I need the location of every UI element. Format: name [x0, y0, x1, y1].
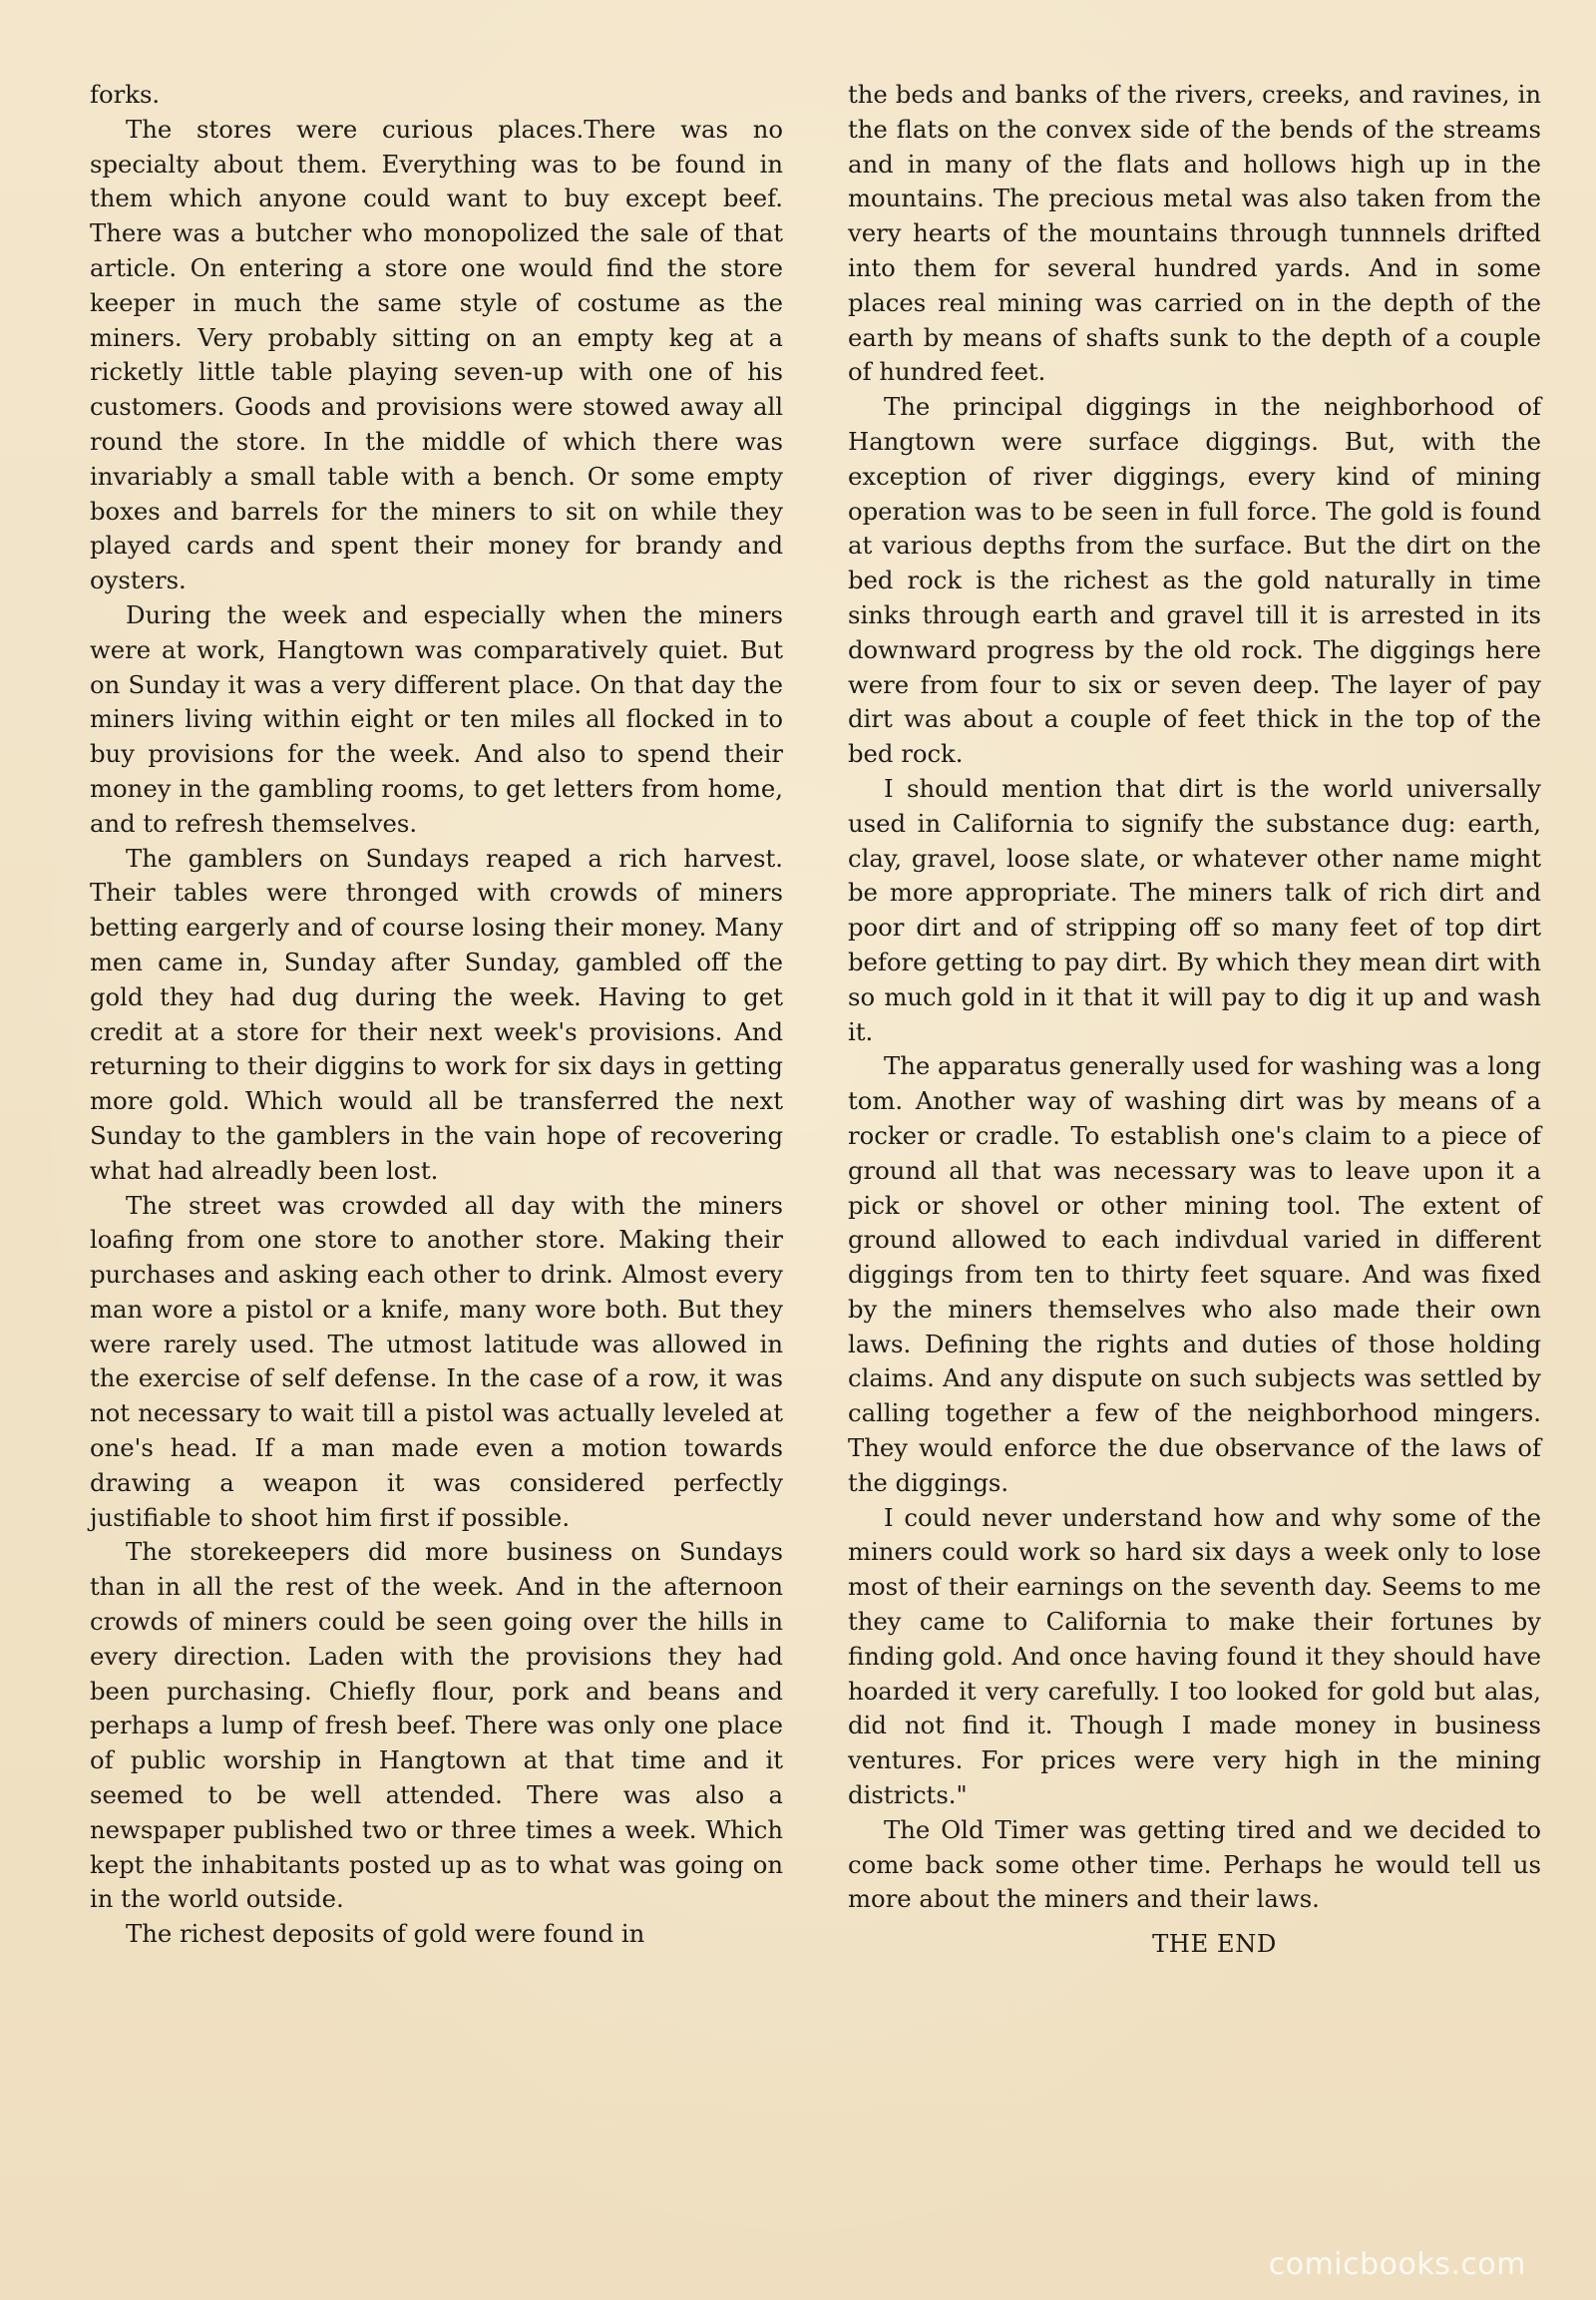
watermark: comicbooks.com [1268, 2247, 1526, 2282]
paragraph: forks. [90, 80, 161, 109]
paragraph: I should mention that dirt is the world universally used in California to signify the substance dug: earth, clay, gravel, loose slate, or whatever other name might be more appropriate. The miners talk of rich dirt and poor dirt and of stripping off so many feet of top dirt before getting to pay dirt. By which they mean dirt with so much gold in it that it will pay to dig it up and wash it. [848, 773, 1541, 1046]
paragraph: The richest deposits of gold were found in [126, 1919, 645, 1949]
paragraph: The street was crowded all day with the miners loafing from one store to another store. Making their purchases and asking each other to drink. Almost every man wore a pistol or a knife, many wore both. But they were rarely used. The utmost latitude was allowed in the exercise of self defense. In the case of a row, it was not necessary to wait till a pistol was actually leveled at one's head. If a man made even a motion towards drawing a weapon it was considered perfectly justifiable to shoot him first if possible. [90, 1190, 783, 1532]
paragraph: The storekeepers did more business on Sundays than in all the rest of the week. And in the afternoon crowds of miners could be seen going over the hills in every direction. Laden with the provisions they had been purchasing. Chiefly flour, pork and beans and perhaps a lump of fresh beef. There was only one place of public worship in Hangtown at that time and it seemed to be well attended. There was also a newspaper published two or three times a week. Which kept the inhabitants posted up as to what was going on in the world outside. [90, 1537, 783, 1914]
paragraph: During the week and especially when the miners were at work, Hangtown was comparatively quiet. But on Sunday it was a very different place. On that day the miners living within eight or ten miles all flocked in to buy provisions for the week. And also to spend their money in the gambling rooms, to get letters from home, and to refresh themselves. [90, 599, 783, 838]
paragraph: The apparatus generally used for washing was a long tom. Another way of washing dirt was by means of a rocker or cradle. To establish one's claim to a piece of ground all that was necessary was to leave upon it a pick or shovel or other mining tool. The extent of ground allowed to each indivdual varied in different diggings from ten to thirty feet square. And was fixed by the miners themselves who also made their own laws. Defining the rights and duties of those holding claims. And any dispute on such subjects was settled by calling together a few of the neighborhood mingers. They would enforce the due observance of the laws of the diggings. [848, 1051, 1541, 1497]
left-column [90, 78, 783, 1952]
paragraph: The Old Timer was getting tired and we decided to come back some other time. Perhaps he would tell us more about the miners and their laws. [848, 1814, 1541, 1914]
paragraph: The gamblers on Sundays reaped a rich harvest. Their tables were thronged with crowds of miners betting eargerly and of course losing their money. Many men came in, Sunday after Sunday, gambled off the gold they had dug during the week. Having to get credit at a store for their next week's provisions. And returning to their diggins to work for six days in getting more gold. Which would all be transferred the next Sunday to the gamblers in the vain hope of recovering what had alreadly been lost. [90, 843, 783, 1185]
right-column [848, 78, 1541, 1962]
paragraph: the beds and banks of the rivers, creeks, and ravines, in the flats on the convex side of the bends of the streams and in many of the flats and hollows high up in the mountains. The precious metal was also taken from the very hearts of the mountains through tunnnels drifted into them for several hundred yards. And in some places real mining was carried on in the depth of the earth by means of shafts sunk to the depth of a couple of hundred feet. [848, 80, 1541, 387]
paragraph: The principal diggings in the neighborhood of Hangtown were surface diggings. But, with the exception of river diggings, every kind of mining operation was to be seen in full force. The gold is found at various depths from the surface. But the dirt on the bed rock is the richest as the gold naturally in time sinks through earth and gravel till it is arrested in its downward progress by the old rock. The diggings here were from four to six or seven deep. The layer of pay dirt was about a couple of feet thick in the top of the bed rock. [848, 392, 1541, 769]
the-end-label: THE END [1152, 1929, 1277, 1959]
paragraph: I could never understand how and why some of the miners could work so hard six days a week only to lose most of their earnings on the seventh day. Seems to me they came to California to make their fortunes by finding gold. And once having found it they should have hoarded it very carefully. I too looked for gold but alas, did not find it. Though I made money in business ventures. For prices were very high in the mining districts." [848, 1502, 1541, 1810]
paragraph: The stores were curious places.There was no specialty about them. Everything was to be found in them which anyone could want to buy except beef. There was a butcher who monopolized the sale of that article. On entering a store one would find the store keeper in much the same style of costume as the miners. Very probably sitting on an empty keg at a ricketly little table playing seven-up with one of his customers. Goods and provisions were stowed away all round the store. In the middle of which there was invariably a small table with a bench. Or some empty boxes and barrels for the miners to sit on while they played cards and spent their money for brandy and oysters. [90, 114, 783, 595]
